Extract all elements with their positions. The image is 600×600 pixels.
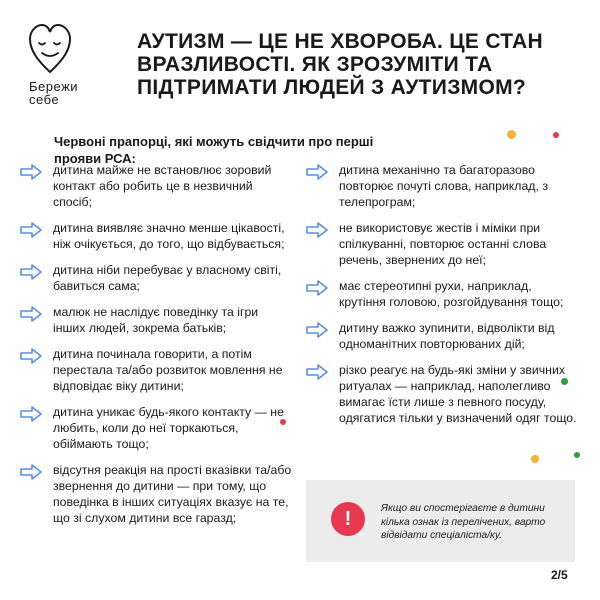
arrow-right-icon [306,280,328,296]
exclamation-symbol: ! [344,508,352,530]
arrow-right-icon [20,222,42,238]
brand-name [29,80,78,106]
red-flag-item [20,304,292,336]
right-red-flags-list [306,162,578,436]
arrow-right-icon [20,464,42,480]
red-flag-text: дитина починала говорити, а потім перестала та/або розвиток мовлення не відповідає віку дитини; [53,347,283,393]
decor-dot-pink [553,132,559,138]
red-flag-text: відсутня реакція на прості вказівки та/або звернення до дитини — при тому, що поведінка в інших ситуаціях вказує на те, що зі слухом дитини все гаразд; [53,463,292,525]
heart-face-icon [27,22,73,76]
arrow-right-icon [20,264,42,280]
red-flag-item [20,220,292,252]
decor-dot-green [574,452,580,458]
red-flag-item [306,320,578,352]
advice-note-text: Якщо ви спостерігаєте в дитини кілька ознак із перелічених, варто відвідати спеціаліста/ку. [381,503,546,541]
exclamation-icon [331,502,365,536]
red-flag-text: дитина майже не встановлює зоровий контакт або робить це в незвичний спосіб; [53,163,272,209]
red-flag-text: дитину важко зупинити, відволікти від одноманітних повторюваних дій; [339,321,555,351]
red-flag-item [20,462,292,526]
arrow-right-icon [306,164,328,180]
decor-dot-orange [531,455,539,463]
red-flag-text: дитина уникає будь-якого контакту — не любить, коли до неї торкаються, обіймають тощо; [53,405,284,451]
brand-logo [25,22,95,107]
red-flag-item [20,262,292,294]
arrow-right-icon [20,406,42,422]
red-flag-item [306,220,578,268]
red-flag-text: дитина виявляє значно менше цікавості, ніж очікується, до того, що відбувається; [53,221,285,251]
page-title: АУТИЗМ — ЦЕ НЕ ХВОРОБА. ЦЕ СТАН ВРАЗЛИВОСТІ. ЯК ЗРОЗУМІТИ ТА ПІДТРИМАТИ ЛЮДЕЙ З АУТИЗМОМ? [137,30,543,99]
red-flag-item [20,162,292,210]
section-subtitle: Червоні прапорці, які можуть свідчити про перші прояви РСА: [54,134,374,166]
decor-dot-pink [280,419,286,425]
red-flag-text: дитина механічно та багаторазово повторює почуті слова, наприклад, з телепрограм; [339,163,548,209]
left-red-flags-list [20,162,292,536]
red-flag-item [20,404,292,452]
red-flag-item [306,362,578,426]
arrow-right-icon [20,348,42,364]
red-flag-item [20,346,292,394]
arrow-right-icon [20,164,42,180]
red-flag-text: має стереотипні рухи, наприклад, крутіння головою, розгойдування тощо; [339,279,564,309]
red-flag-text: не використовує жестів і міміки при спілкуванні, повторює останні слова речень, звернених до неї; [339,221,547,267]
decor-dot-orange [507,130,516,139]
red-flag-text: дитина ніби перебуває у власному світі, бавиться сама; [53,263,282,293]
arrow-right-icon [306,222,328,238]
red-flag-text: малюк не наслідує поведінку та ігри інших людей, зокрема батьків; [53,305,259,335]
advice-note [306,480,575,562]
arrow-right-icon [20,306,42,322]
arrow-right-icon [306,322,328,338]
brand-line-1: Бережи [29,79,79,94]
decor-dot-green [561,378,568,385]
red-flag-item [306,162,578,210]
page-indicator: 2/5 [551,568,568,582]
brand-line-2: себе [29,92,60,107]
red-flag-text: різко реагує на будь-які зміни у звичних ритуалах — наприклад, наполегливо вимагає їсти лише з певного посуду, одягатися тільки у визначений одяг тощо. [339,363,577,425]
arrow-right-icon [306,364,328,380]
red-flag-item [306,278,578,310]
